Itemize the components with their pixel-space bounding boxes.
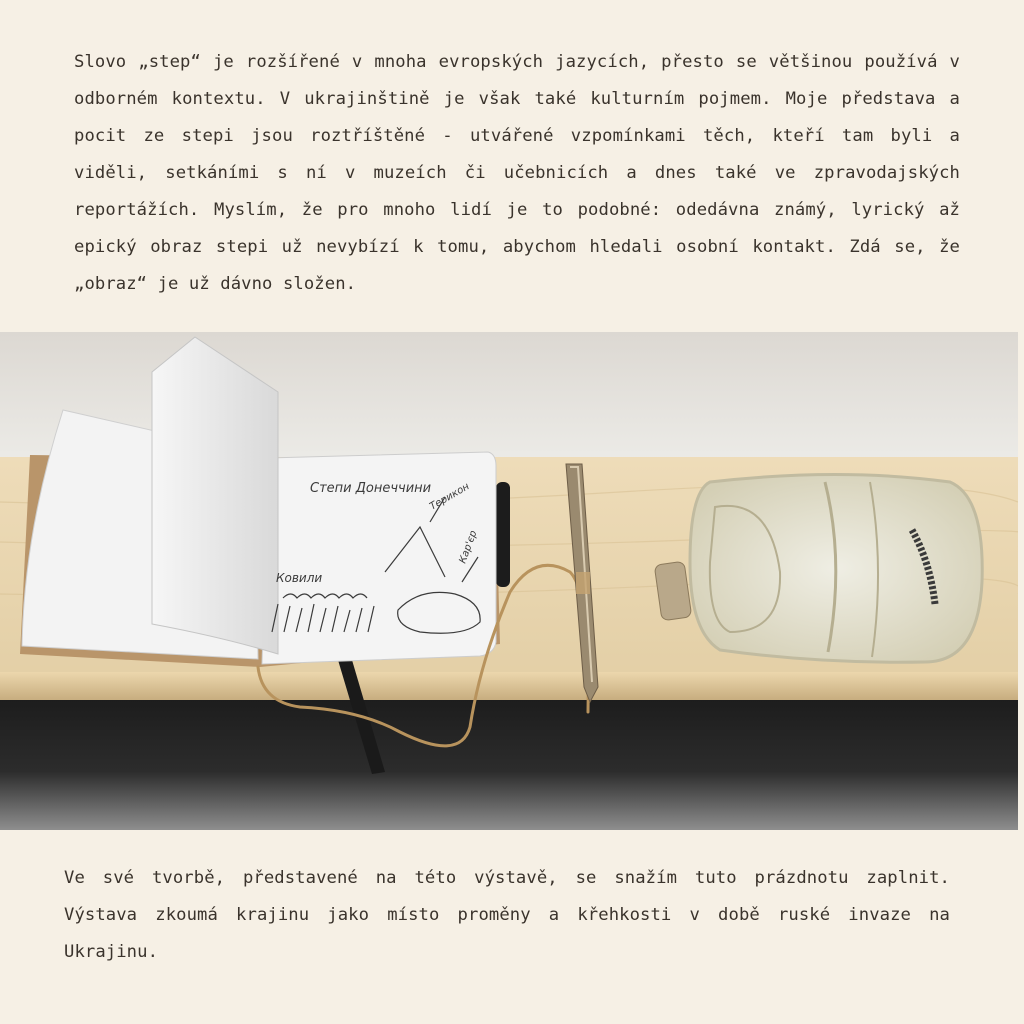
- intro-paragraph: Slovo „step“ je rozšířené v mnoha evropských jazycích, přesto se většinou používá v odborném kontextu. V ukrajinštině je však také kulturním pojmem. Moje představa a pocit ze stepi jsou roztříštěné - utvářené vzpomínkami těch, kteří tam byli a viděli, setkáními s ní v muzeích či učebnicích a dnes také ve zpravodajských reportážích. Myslím, že pro mnoho lidí je to podobné: odedávna známý, lyrický až epický obraz stepi už nevybízí k tomu, abychom hledali osobní kontakt. Zdá se, že „obraz“ je už dávno složen.: [74, 52, 960, 294]
- glass-tray: [690, 475, 982, 663]
- turned-page: [152, 337, 278, 654]
- shelf-edge: [0, 672, 1018, 700]
- sketch-label-left: Ковили: [276, 571, 323, 585]
- closing-paragraph: Ve své tvorbě, představené na této výstavě, se snažím tuto prázdnotu zaplnit. Výstava zkoumá krajinu jako místo proměny a křehkosti v době ruské invaze na Ukrajinu.: [64, 868, 950, 962]
- sketch-label-quarry: Кар'єр: [457, 529, 480, 566]
- exhibition-photo: [0, 332, 1018, 830]
- sketch-label-peak: Терикон: [428, 481, 472, 513]
- sketch-title: Степи Донеччини: [310, 481, 432, 496]
- elastic-band: [496, 482, 510, 587]
- shelf-shadow: [0, 700, 1018, 830]
